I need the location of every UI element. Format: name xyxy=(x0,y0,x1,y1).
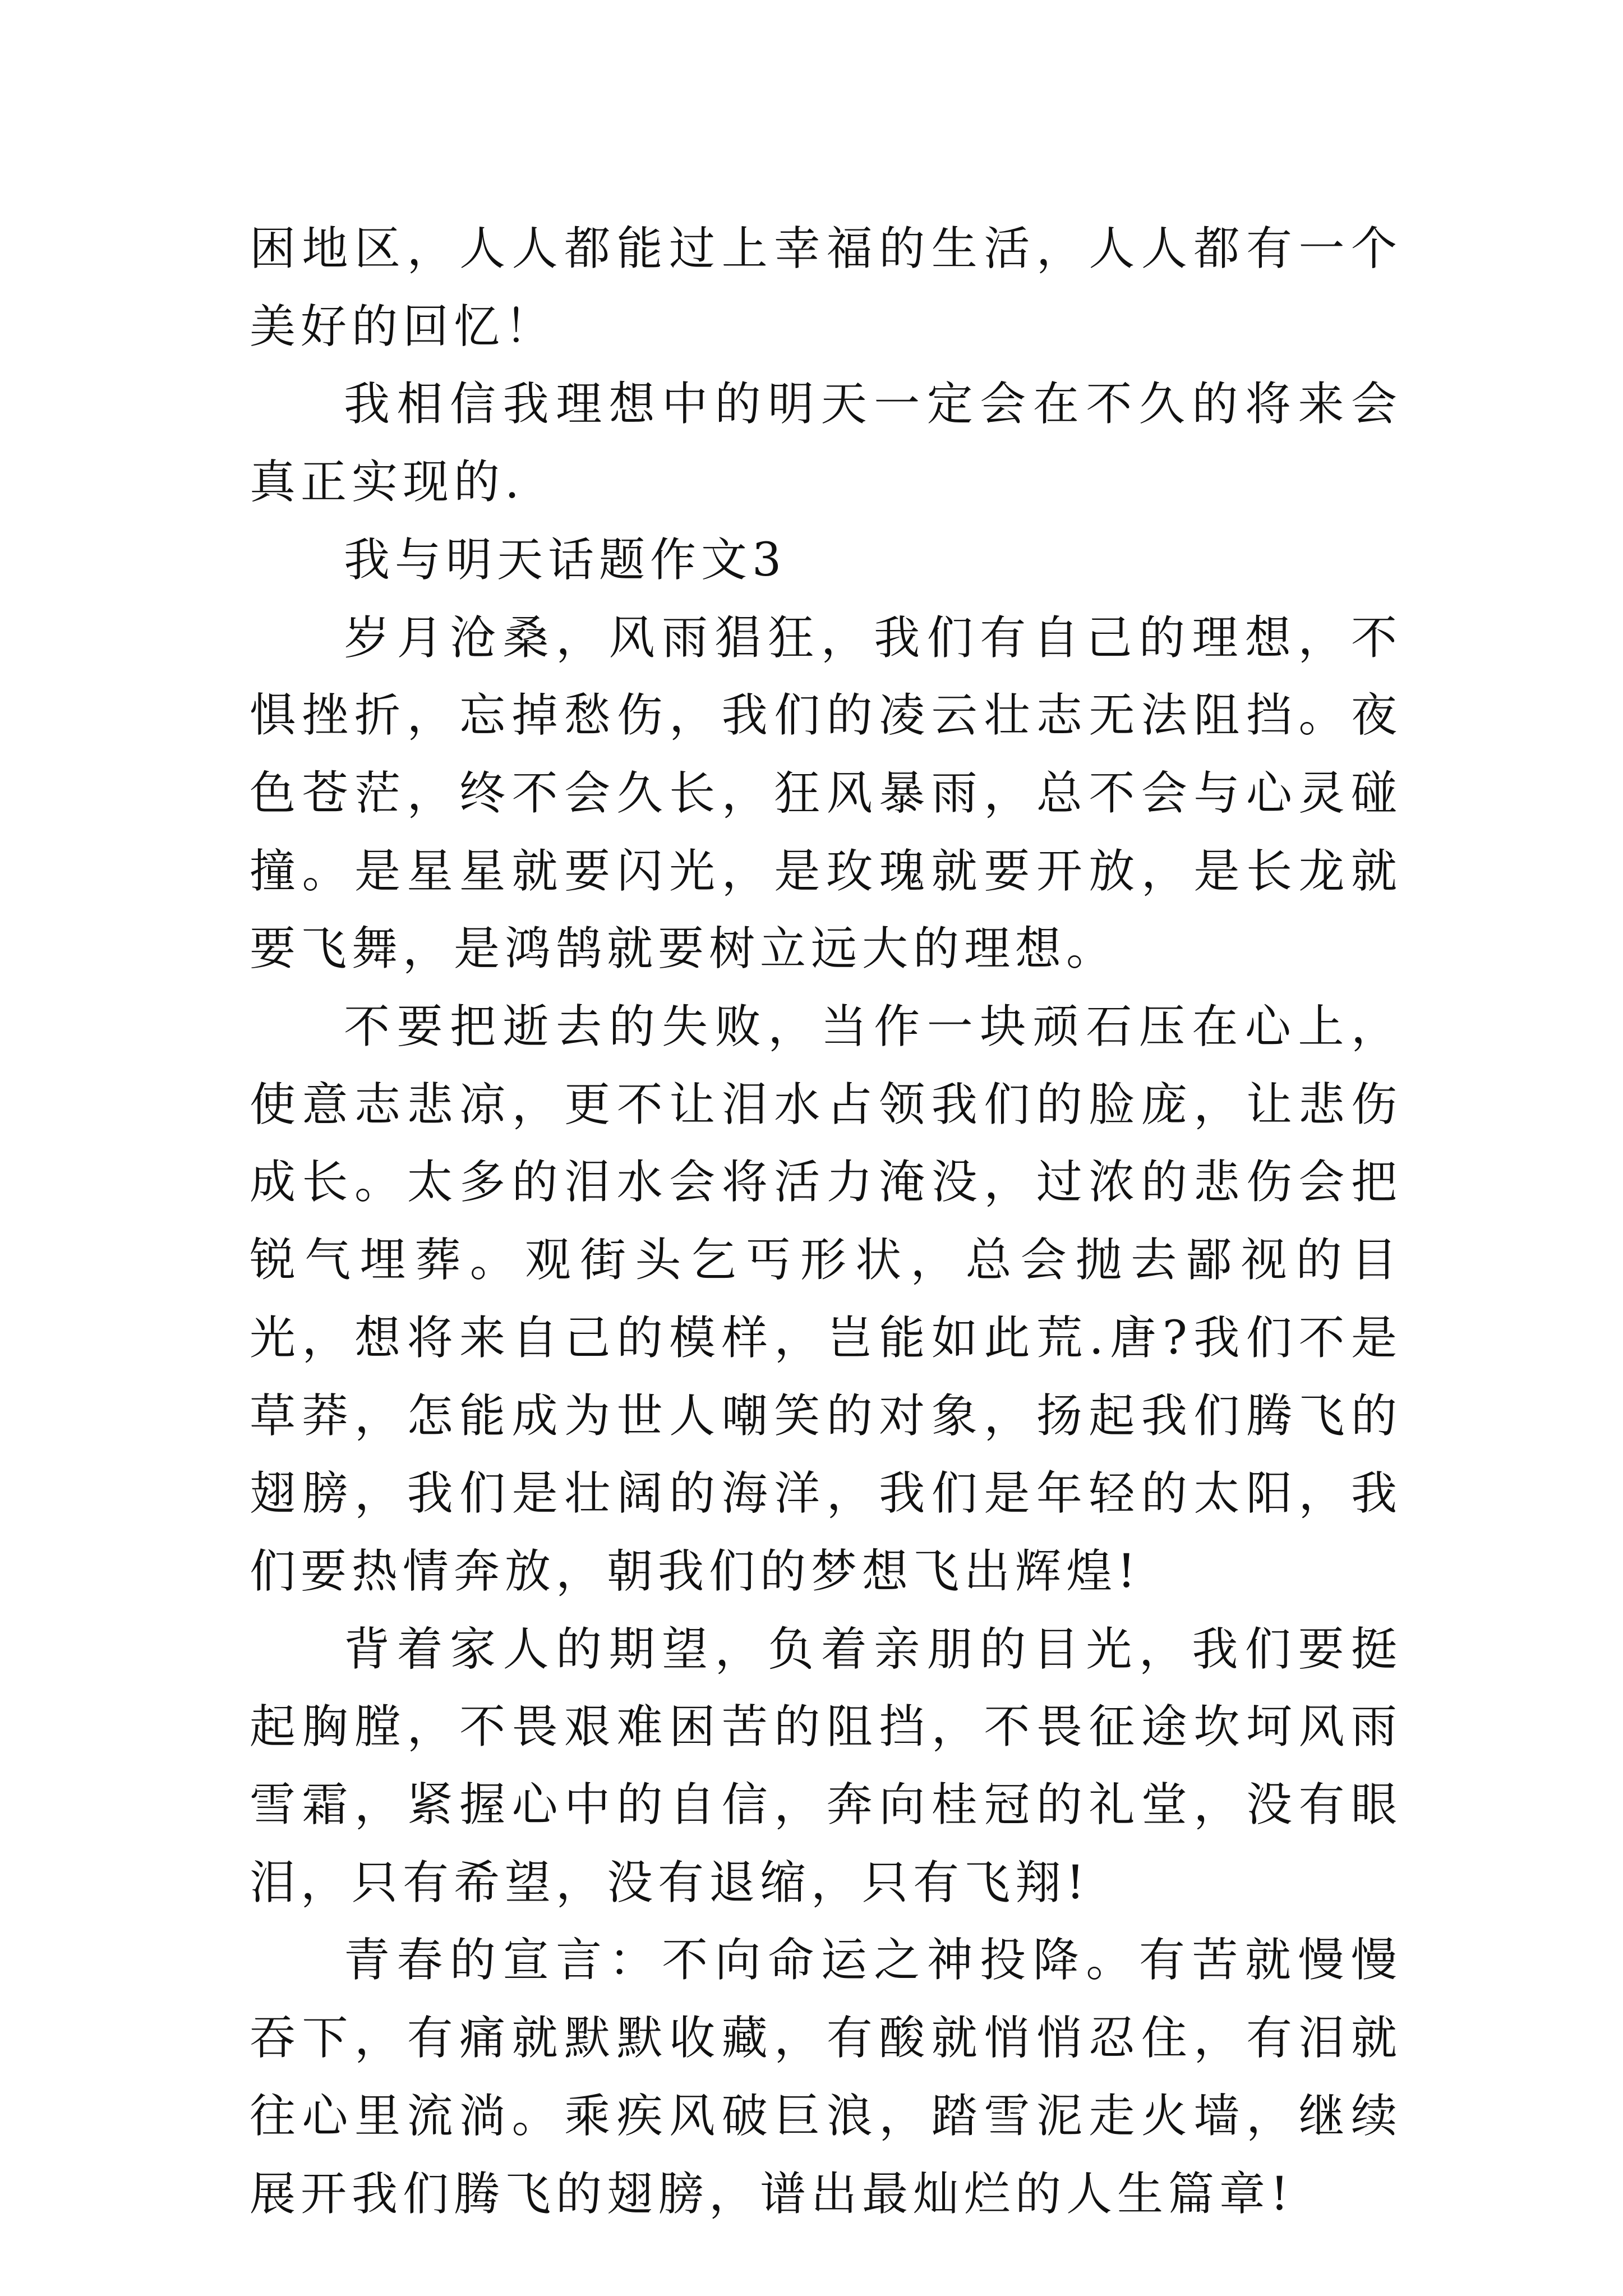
section-paragraph-4: 青春的宣言：不向命运之神投降。有苦就慢慢吞下，有痛就默默收藏，有酸就悄悄忍住，有泪就往心里流淌。乘疾风破巨浪，踏雪泥走火墙，继续展开我们腾飞的翅膀，谱出最灿烂的人生篇章! xyxy=(250,1934,1402,2221)
document-body xyxy=(250,210,1402,2233)
section-title: 我与明天话题作文3 xyxy=(344,533,787,587)
section-paragraph-1: 岁月沧桑，风雨猖狂，我们有自己的理想，不惧挫折，忘掉愁伤，我们的凌云壮志无法阻挡。夜色苍茫，终不会久长，狂风暴雨，总不会与心灵碰撞。是星星就要闪光，是玫瑰就要开放，是长龙就要飞舞，是鸿鹄就要树立远大的理想。 xyxy=(250,611,1402,976)
paragraph-1: 困地区，人人都能过上幸福的生活，人人都有一个美好的回忆！ xyxy=(250,222,1402,353)
section-paragraph-3: 背着家人的期望，负着亲朋的目光，我们要挺起胸膛，不畏艰难困苦的阻挡，不畏征途坎坷风雨雪霜，紧握心中的自信，奔向桂冠的礼堂，没有眼泪，只有希望，没有退缩，只有飞翔! xyxy=(250,1622,1402,1910)
paragraph-2: 我相信我理想中的明天一定会在不久的将来会真正实现的. xyxy=(250,378,1402,509)
section-paragraph-2: 不要把逝去的失败，当作一块顽石压在心上，使意志悲凉，更不让泪水占领我们的脸庞，让悲伤成长。太多的泪水会将活力淹没，过浓的悲伤会把锐气埋葬。观街头乞丐形状，总会抛去鄙视的目光，想将来自己的模样，岂能如此荒.唐?我们不是草莽，怎能成为世人嘲笑的对象，扬起我们腾飞的翅膀，我们是壮阔的海洋，我们是年轻的太阳，我们要热情奔放，朝我们的梦想飞出辉煌! xyxy=(250,1000,1402,1598)
